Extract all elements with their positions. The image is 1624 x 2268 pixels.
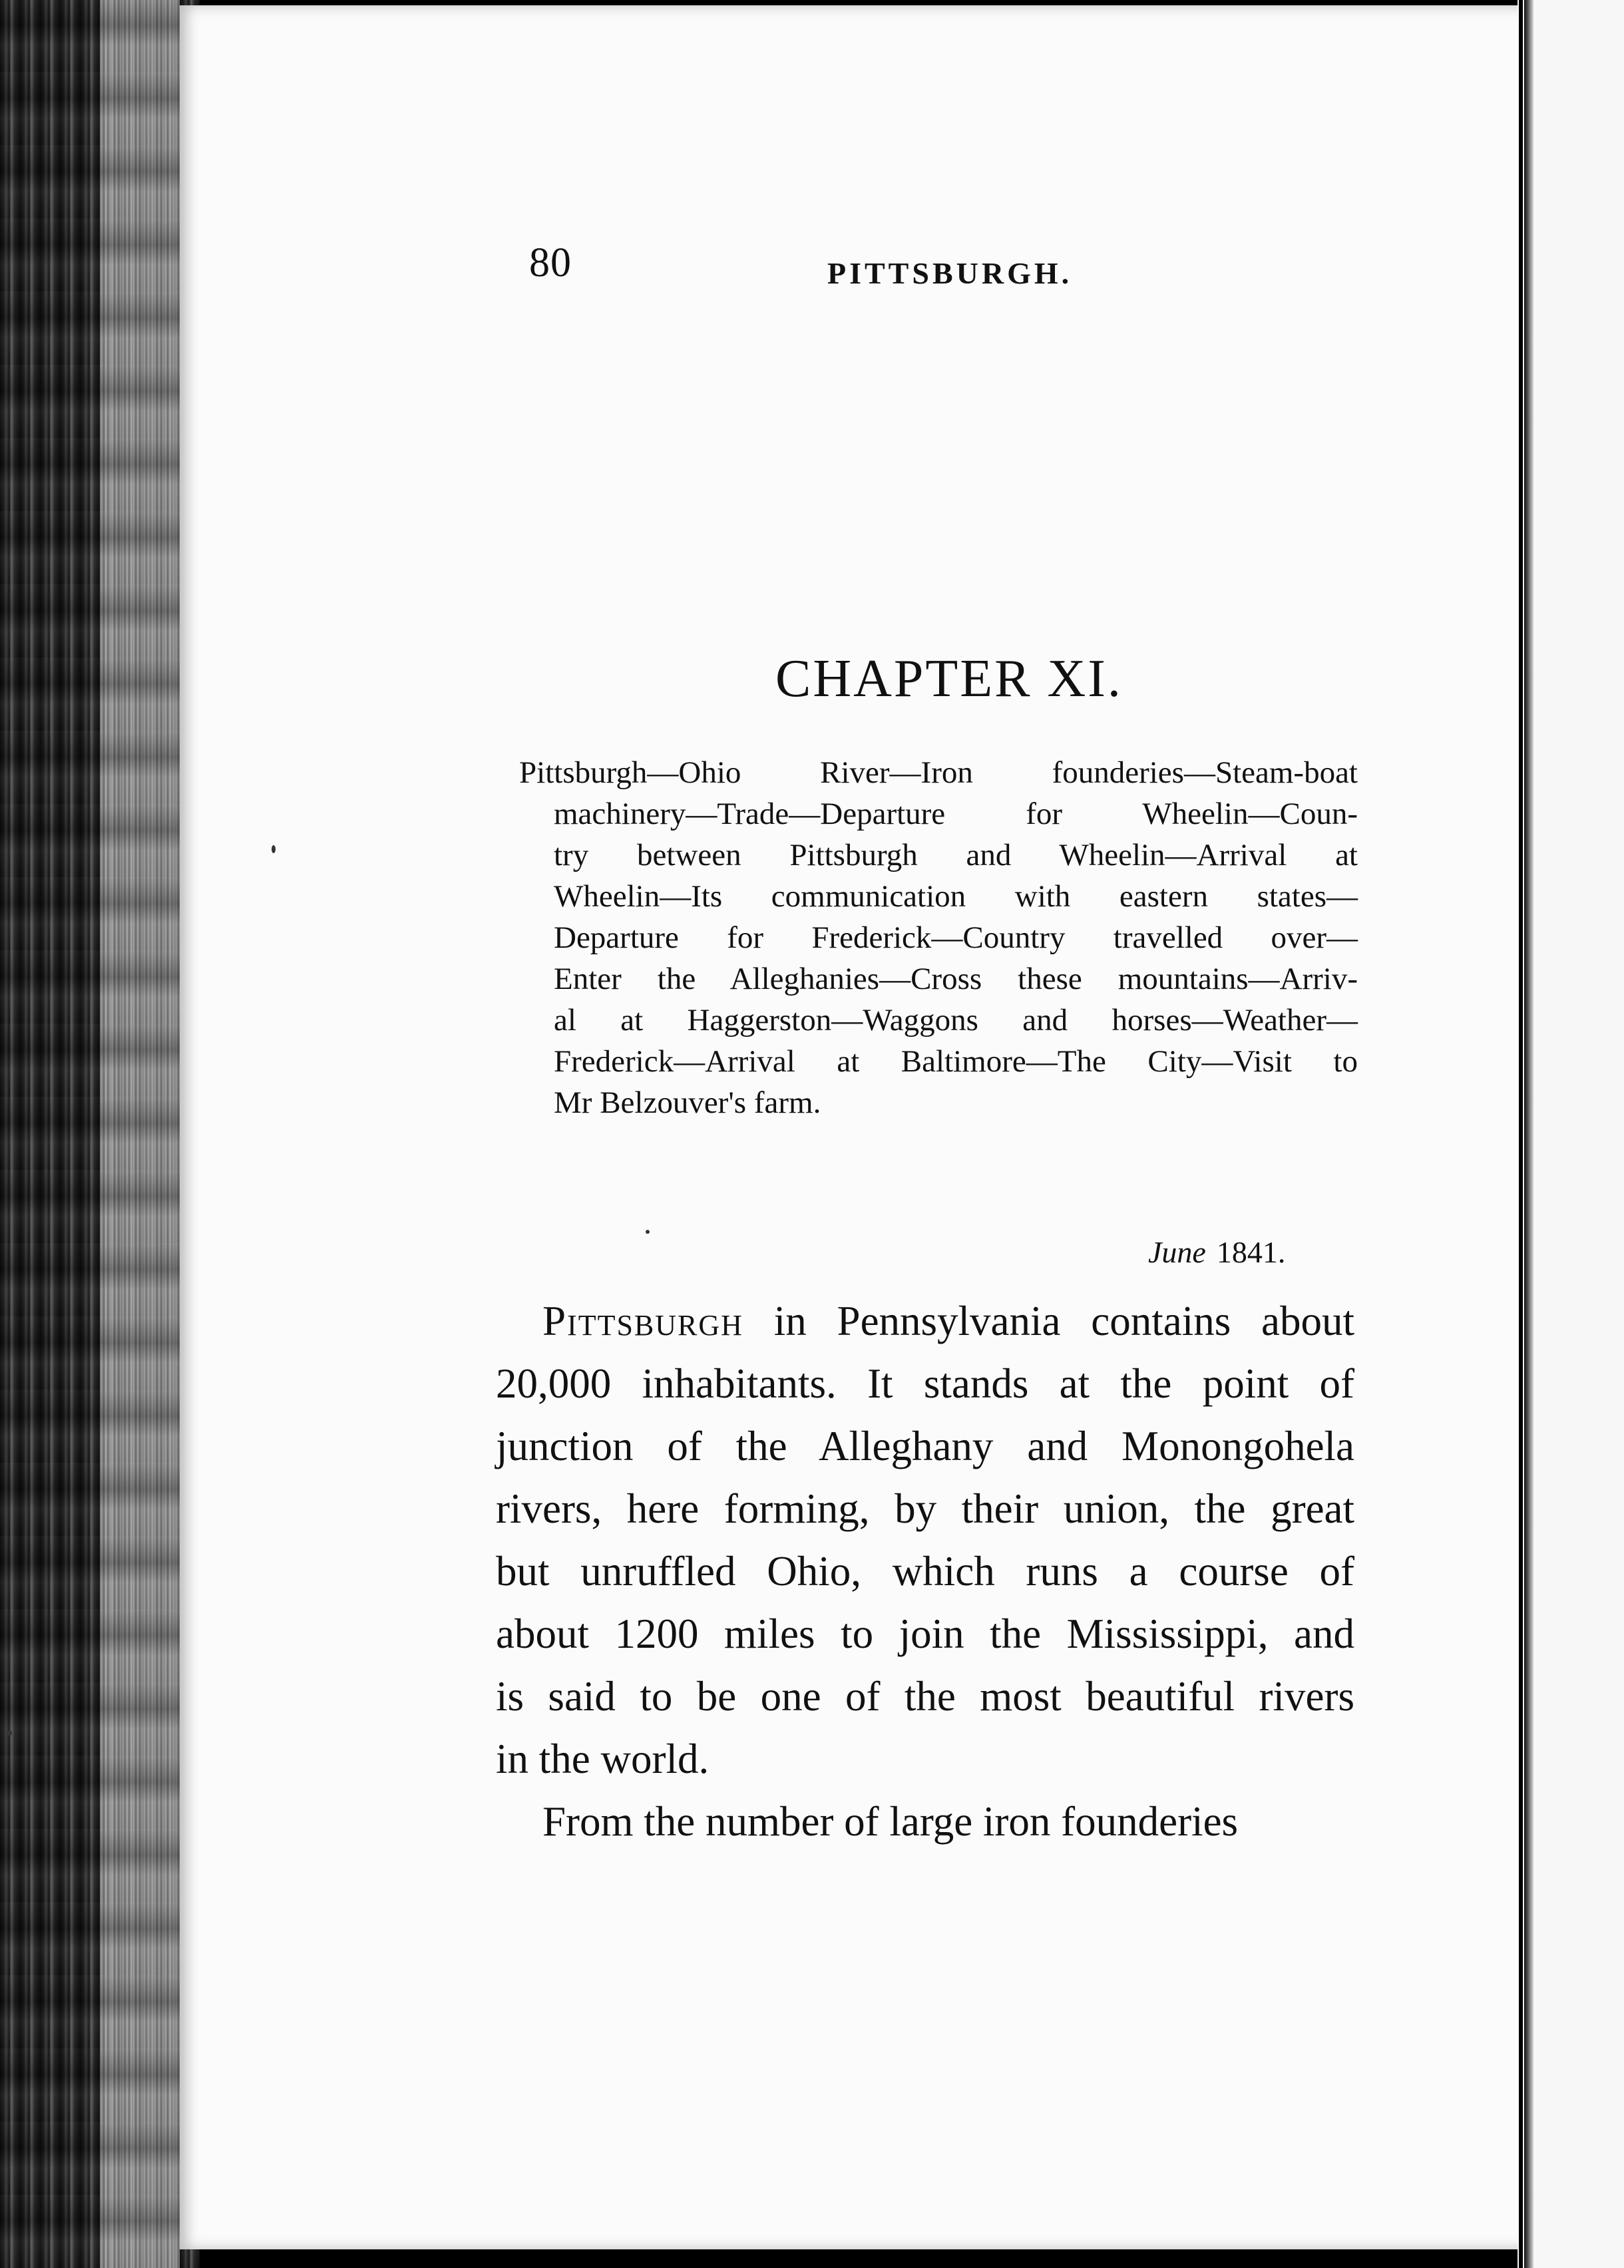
summary-line: Pittsburgh—Ohio River—Iron founderies—Steam-boat <box>519 755 1358 790</box>
body-line <box>542 1290 1354 1352</box>
dateline <box>1148 1234 1285 1270</box>
body-line: is said to be one of the most beautiful rivers <box>496 1673 1354 1720</box>
summary-line: try between Pittsburgh and Wheelin—Arrival at <box>554 838 1358 872</box>
summary-line: Frederick—Arrival at Baltimore—The City—Visit to <box>554 1044 1358 1079</box>
body-line: From the number of large iron founderies <box>542 1798 1239 1845</box>
summary-line: Wheelin—Its communication with eastern states— <box>554 879 1358 914</box>
book-page <box>180 5 1544 2249</box>
summary-line: Departure for Frederick—Country travelled over— <box>554 920 1358 955</box>
running-title: PITTSBURGH. <box>827 256 1073 290</box>
page-fold-shadow <box>1524 0 1533 2268</box>
summary-line: Mr Belzouver's farm. <box>554 1085 821 1120</box>
paper-speck <box>646 1230 650 1234</box>
paper-speck <box>272 845 276 853</box>
page-edge-line <box>1519 0 1523 2268</box>
body-line: rivers, here forming, by their union, the great <box>496 1485 1354 1532</box>
body-line: but unruffled Ohio, which runs a course of <box>496 1548 1354 1595</box>
body-text <box>496 1290 1354 1853</box>
adjacent-page-edge <box>1518 0 1624 2268</box>
body-line: junction of the Alleghany and Monongohela <box>496 1423 1354 1469</box>
body-line: in the world. <box>496 1736 710 1782</box>
dateline-month: June <box>1148 1235 1206 1269</box>
body-line: about 1200 miles to join the Mississippi, and <box>496 1610 1354 1657</box>
summary-line: al at Haggerston—Waggons and horses—Weather— <box>554 1003 1358 1038</box>
paper-speck <box>7 1730 12 1736</box>
chapter-title: CHAPTER XI. <box>775 650 1123 708</box>
body-first-word: Pittsburgh <box>542 1298 743 1344</box>
summary-line: machinery—Trade—Departure for Wheelin—Coun- <box>554 797 1358 831</box>
dateline-year: 1841. <box>1216 1235 1286 1269</box>
page-number: 80 <box>529 240 572 285</box>
book-spine-edge <box>0 0 200 2268</box>
chapter-summary <box>519 752 1358 1123</box>
body-line-text: in Pennsylvania contains about <box>743 1298 1354 1344</box>
body-line: 20,000 inhabitants. It stands at the point of <box>496 1360 1354 1407</box>
summary-line: Enter the Alleghanies—Cross these mountains—Arriv- <box>554 962 1358 996</box>
